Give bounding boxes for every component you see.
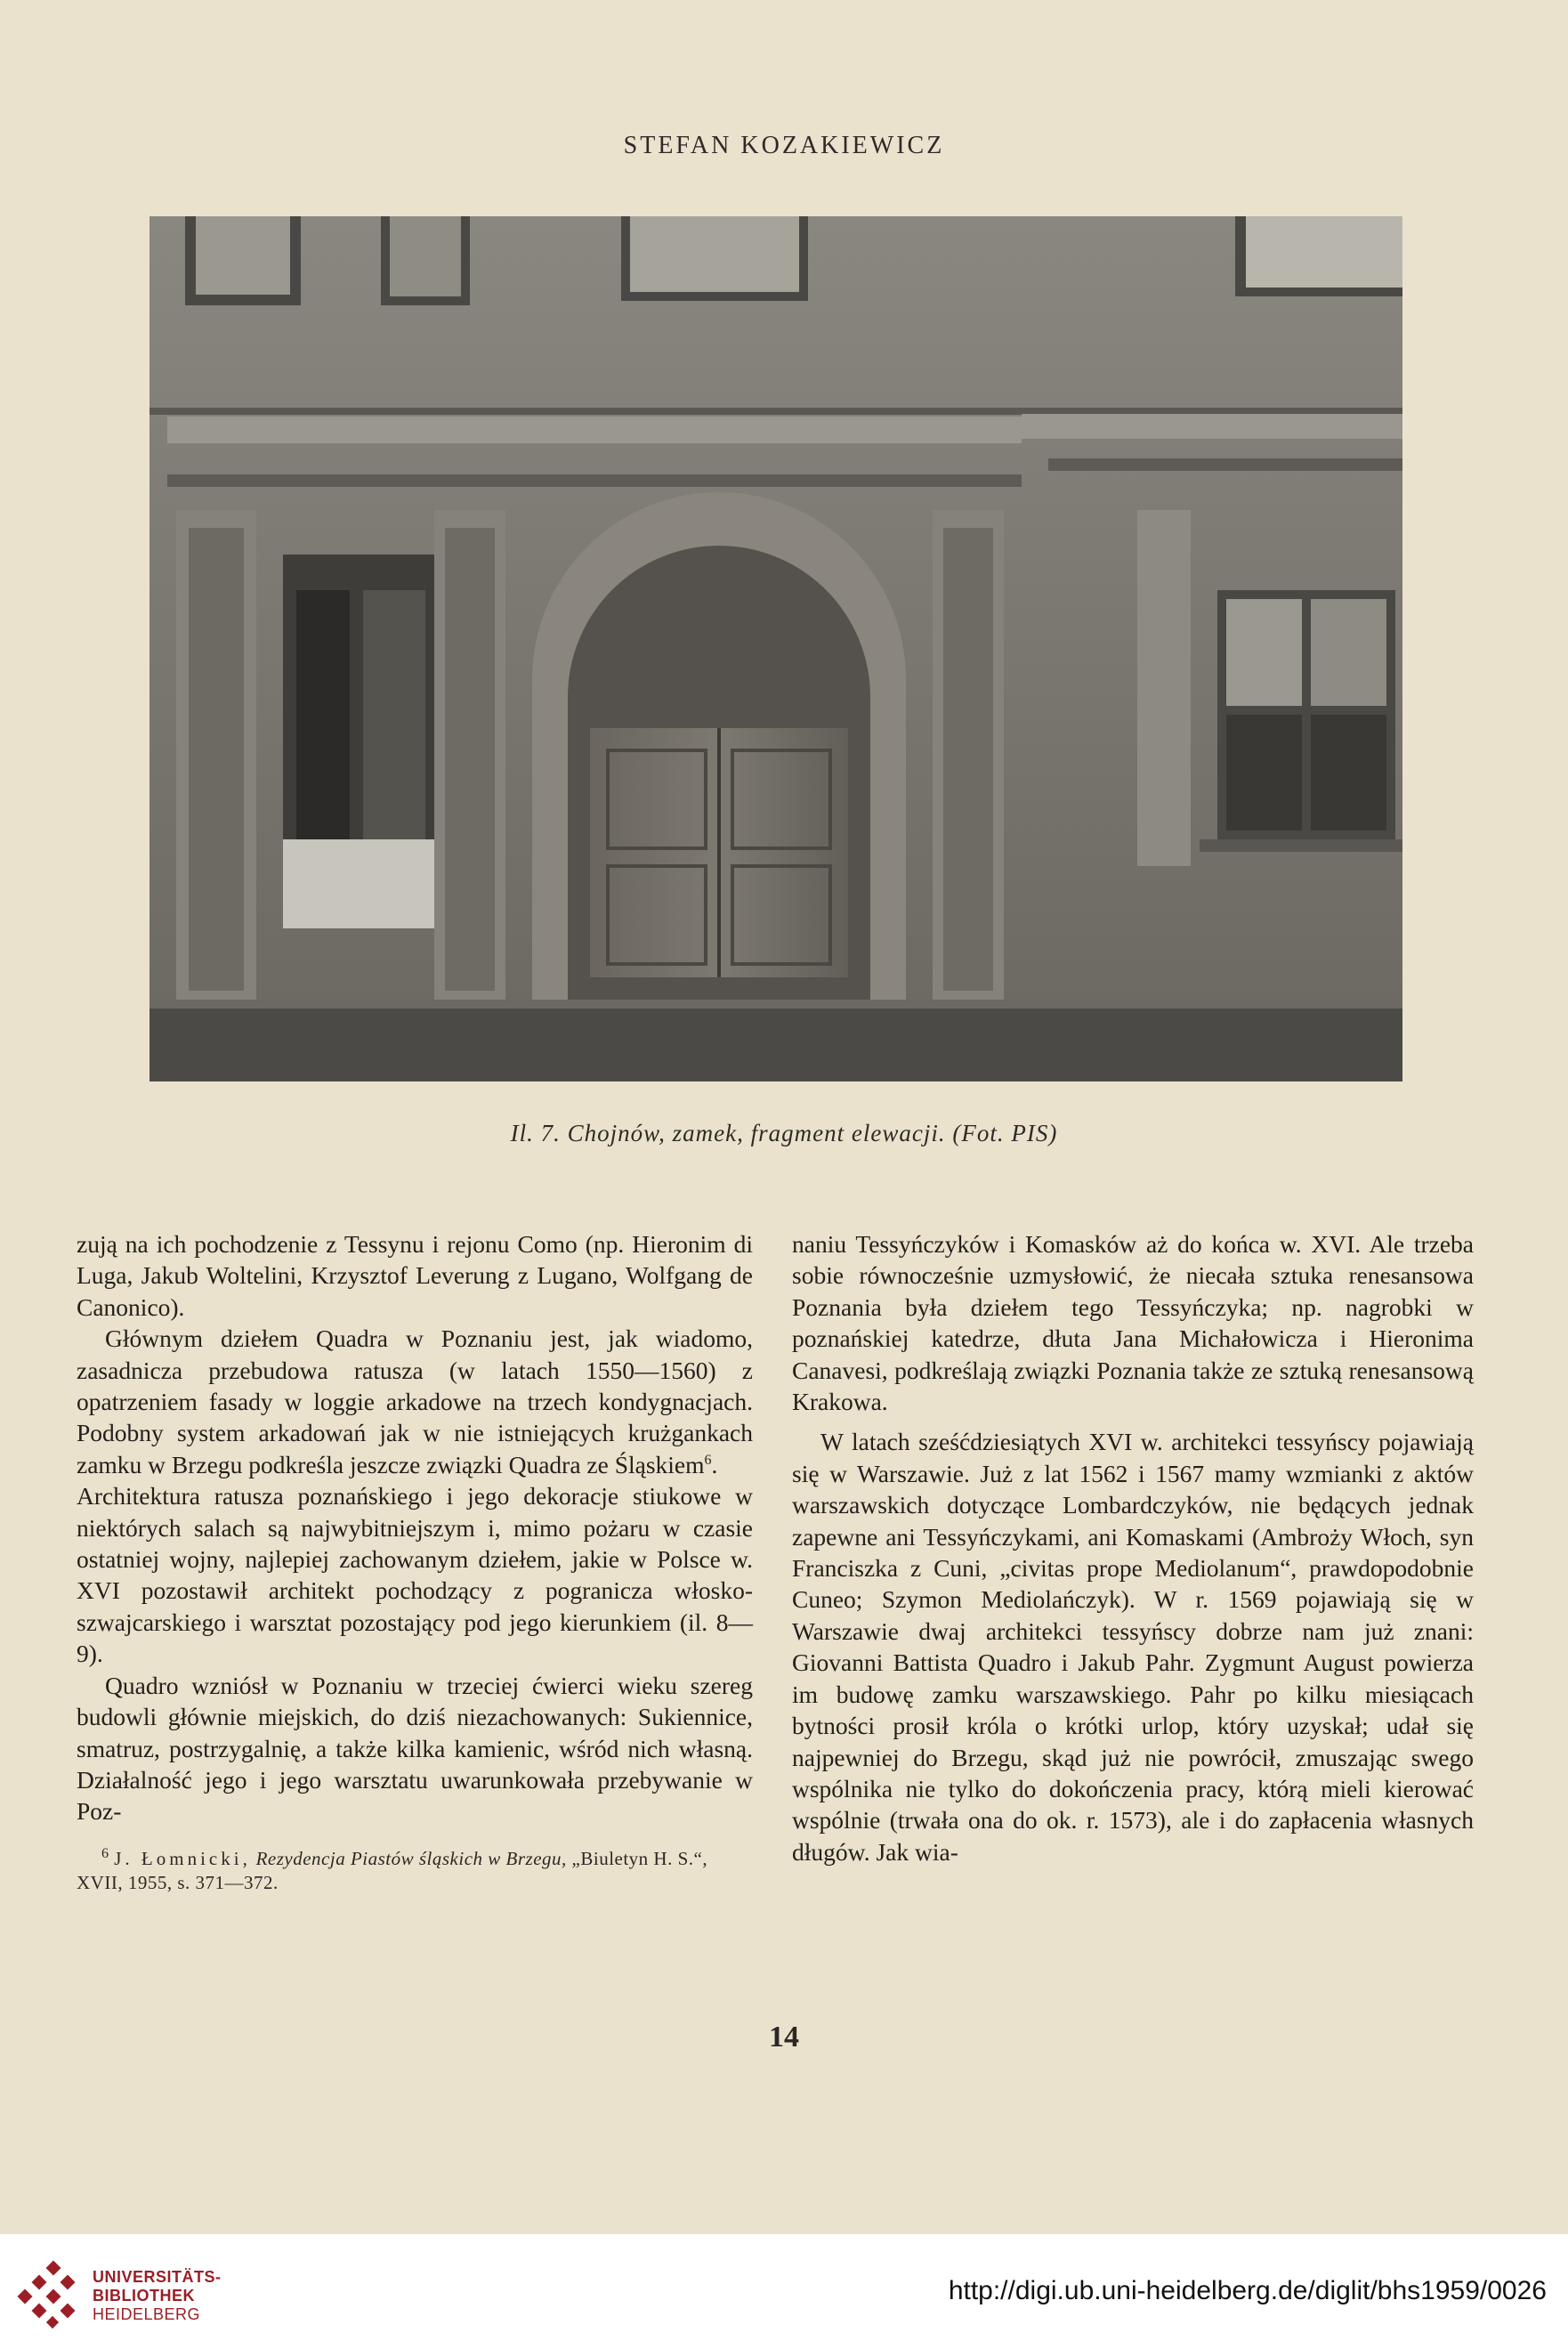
paragraph: zują na ich pochodzenie z Tessynu i rejonu Como (np. Hieronim di Luga, Jakub Woltelini, Krzysztof Leverung z Lugano, Wolfgang de Canonico).: [77, 1230, 753, 1321]
paragraph: Głównym dziełem Quadra w Poznaniu jest, jak wiadomo, zasadnicza przebudowa ratusza (w latach 1550—1560) z opatrzeniem fasady w loggie arkadowe na trzech kondygnacjach. Podobny system arkadowań jak w nie istniejących krużgankach zamku w Brzegu podkreśla jeszcze związki Quadra ze Śląskiem$^6$.: [77, 1324, 753, 1478]
footnote: [77, 1847, 753, 1895]
footnote-source: „Biuletyn H. S.“, XVII, 1955, s. 371—372.: [77, 1848, 708, 1893]
footnote-number: 6: [101, 1846, 109, 1861]
permalink-url[interactable]: http://digi.ub.uni-heidelberg.de/diglit/bhs1959/0026: [948, 2276, 1547, 2305]
footnote-author: J. Łomnicki,: [114, 1848, 251, 1869]
library-logo-text[interactable]: [93, 2268, 222, 2324]
footnote-title: Rezydencja Piastów śląskich w Brzegu,: [255, 1848, 567, 1869]
logo-line: BIBLIOTHEK: [93, 2287, 195, 2304]
right-column: [792, 1228, 1474, 1867]
page-number: 14: [769, 2021, 799, 2053]
left-column: [77, 1228, 753, 1827]
paragraph: naniu Tessyńczyków i Komasków aż do końca w. XVI. Ale trzeba sobie równocześnie uzmysłowić, że niecała sztuka renesansowa Poznania była dziełem tego Tessyńczyka; np. nagrobki w poznańskiej katedrze, dłuta Jana Michałowicza i Hieronima Canavesi, podkreślają związki Poznania także ze sztuką renesansową Krakowa.: [792, 1230, 1474, 1416]
running-head: STEFAN KOZAKIEWICZ: [623, 132, 945, 159]
facade-photograph: [150, 216, 1402, 1081]
library-logo-icon[interactable]: [16, 2259, 87, 2330]
paragraph: W latach sześćdziesiątych XVI w. architekci tessyńscy pojawiają się w Warszawie. Już z lat 1562 i 1567 mamy wzmianki z aktów warszawskich dotyczące Lombardczyków, nie będących jednak zapewne ani Tessyńczykami, ani Komaskami (Ambroży Włoch, syn Franciszka z Cuni, „civitas prope Mediolanum“, prawdopodobnie Cuneo; Szymon Mediolańczyk). W r. 1569 pojawiają się w Warszawie dwaj architekci tessyńscy dobrze nam już znani: Giovanni Battista Quadro i Jakub Pahr. Zygmunt August powierza im budowę zamku warszawskiego. Pahr po kilku miesiącach bytności prosił króla o krótki urlop, który uzyskał; udał się najpewniej do Brzegu, skąd już nie powrócił, zmuszając swego wspólnika nie tylko do dokończenia pracy, którą mieli kierować wspólnie (trwała ona do ok. r. 1573), ale i do zapłacenia własnych długów. Jak wia-: [792, 1428, 1474, 1866]
logo-line: HEIDELBERG: [93, 2305, 201, 2323]
paragraph: Quadro wzniósł w Poznaniu w trzeciej ćwierci wieku szereg budowli głównie miejskich, do dziś niezachowanych: Sukiennice, smatruz, postrzygalnię, a także kilka kamienic, wśród nich własną. Działalność jego i jego warsztatu uwarunkowała przebywanie w Poz-: [77, 1671, 753, 1826]
logo-line: UNIVERSITÄTS-: [93, 2268, 222, 2286]
figure-caption: Il. 7. Chojnów, zamek, fragment elewacji. (Fot. PIS): [510, 1120, 1058, 1146]
paragraph: Architektura ratusza poznańskiego i jego dekoracje stiukowe w niektórych salach są najwybitniejszym i, mimo pożaru w czasie ostatniej wojny, najlepiej zachowanym dziełem, jakie w Polsce w. XVI pozostawił architekt pochodzący z pogranicza włosko-szwajcarskiego i warsztat pozostający pod jego kierunkiem (il. 8—9).: [77, 1482, 753, 1668]
footnote-reference[interactable]: 6: [704, 1452, 712, 1468]
paragraph-text: Głównym dziełem Quadra w Poznaniu jest, jak wiadomo, zasadnicza przebudowa ratusza (w latach 1550—1560) z opatrzeniem fasady w loggie arkadowe na trzech kondygnacjach. Podobny system arkadowań jak w nie istniejących krużgankach zamku w Brzegu podkreśla jeszcze związki Quadra ze Śląskiem: [77, 1324, 753, 1478]
